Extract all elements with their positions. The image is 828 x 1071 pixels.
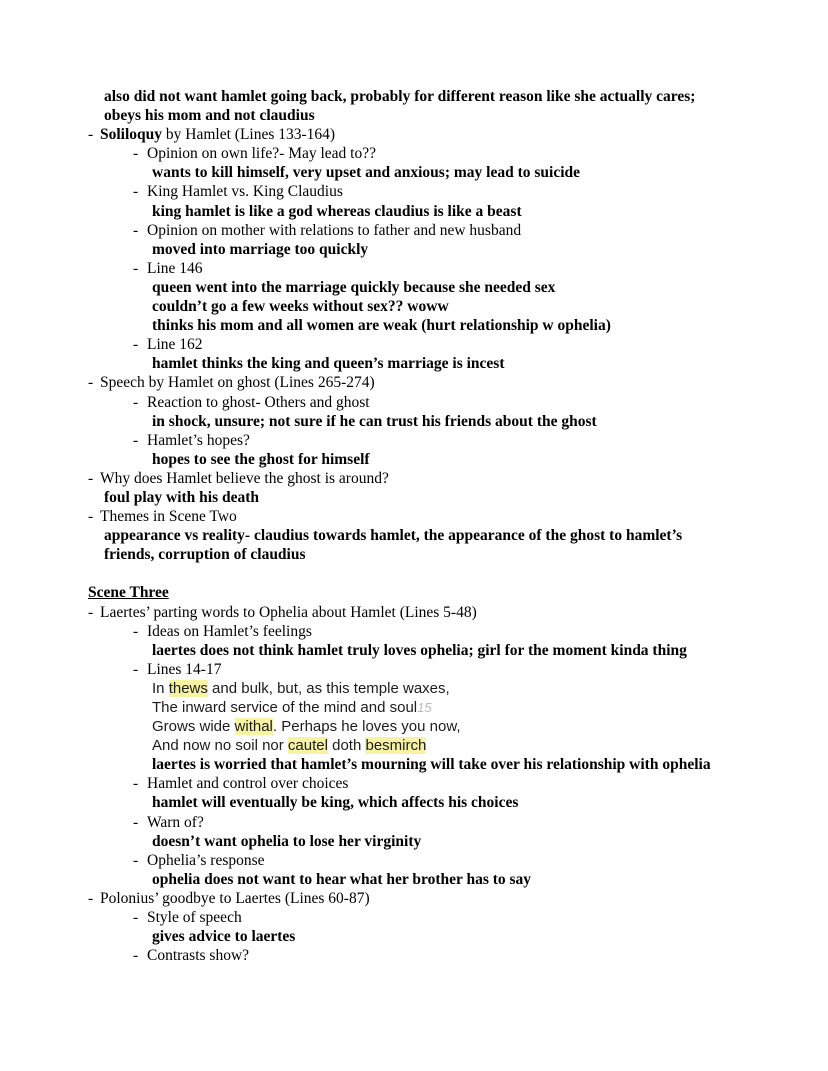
bullet-item [0,335,764,354]
bullet-dash: - [88,126,94,144]
line-content [147,335,203,354]
line-content [152,278,555,297]
text-run: Style of speech [147,909,242,927]
line-content [100,469,389,488]
answer-line [0,450,764,469]
text-run: and bulk, but, as this temple waxes, [207,679,450,697]
text-run: queen went into the marriage quickly because she needed sex [152,278,556,296]
line-content [152,297,449,316]
text-run: Speech by Hamlet on ghost (Lines 265-274) [100,374,375,392]
line-content [147,660,221,679]
text-run: Ideas on Hamlet’s feelings [147,622,312,640]
text-run: In [152,679,169,697]
line-content [152,736,426,755]
line-content [100,373,375,392]
bullet-item [0,125,764,144]
text-run: The inward service of the mind and soul [152,699,418,716]
text-run: Polonius’ goodbye to Laertes (Lines 60-87) [100,889,370,907]
text-run: Soliloquy [100,126,163,144]
highlighted-word: thews [168,679,208,697]
text-run: gives advice to laertes [152,928,296,946]
text-run: Warn of? [147,813,204,831]
text-run: thinks his mom and all women are weak (hurt relationship w ophelia) [152,317,611,335]
bullet-dash: - [133,660,139,678]
line-content [104,87,695,106]
text-run: king hamlet is like a god whereas claudius is like a beast [152,202,522,220]
bullet-dash: - [133,622,139,640]
text-run: And now no soil nor [152,737,288,755]
line-content [152,755,711,774]
text-run: moved into marriage too quickly [152,240,369,258]
bullet-item [0,144,764,163]
note-line [0,106,764,125]
bullet-dash: - [133,336,139,354]
text-run: ophelia does not want to hear what her brother has to say [152,870,532,888]
line-content [104,526,682,545]
line-content [147,813,204,832]
answer-line [0,927,764,946]
answer-line [0,354,764,373]
text-run: Themes in Scene Two [100,508,237,526]
line-content [100,603,477,622]
text-run: obeys his mom and not claudius [104,107,315,125]
text-run: foul play with his death [104,488,260,506]
quote-line [0,698,764,717]
bullet-dash: - [133,183,139,201]
text-run: King Hamlet vs. King Claudius [147,183,343,201]
line-content [147,622,312,641]
text-run: laertes does not think hamlet truly loves ophelia; girl for the moment kinda thing [152,641,687,659]
line-content [152,641,687,660]
bullet-item [0,603,764,622]
line-content [152,354,505,373]
answer-line [0,278,764,297]
text-run: hamlet will eventually be king, which affects his choices [152,794,519,812]
line-content [147,774,348,793]
answer-line [0,297,764,316]
bullet-item [0,660,764,679]
text-run: hamlet thinks the king and queen’s marriage is incest [152,355,505,373]
line-content [152,698,432,717]
line-content [100,125,335,144]
bullet-item [0,889,764,908]
bullet-dash: - [88,889,94,907]
bullet-dash: - [88,374,94,392]
line-content [152,163,580,182]
line-content [104,545,306,564]
text-run: Ophelia’s response [147,851,265,869]
note-line [0,87,764,106]
line-content [147,259,203,278]
highlighted-word: cautel [287,737,328,755]
text-run: Lines 14-17 [147,660,222,678]
line-content [152,870,531,889]
line-content [147,431,250,450]
text-run: Opinion on mother with relations to father and new husband [147,221,522,239]
text-run: in shock, unsure; not sure if he can trust his friends about the ghost [152,412,597,430]
bullet-dash: - [133,813,139,831]
text-run: Line 162 [147,336,203,354]
quote-line [0,679,764,698]
answer-line [0,412,764,431]
bullet-dash: - [133,851,139,869]
text-run: Laertes’ parting words to Ophelia about Hamlet (Lines 5-48) [100,603,477,621]
answer-line [0,870,764,889]
text-run: wants to kill himself, very upset and anxious; may lead to suicide [152,164,581,182]
bullet-dash: - [133,259,139,277]
line-content [152,316,611,335]
bullet-item [0,946,764,965]
quote-line [0,736,764,755]
text-run: Grows wide [152,718,235,736]
bullet-dash: - [133,221,139,239]
bullet-item [0,182,764,201]
line-content [147,393,370,412]
bullet-item [0,431,764,450]
text-run: Hamlet’s hopes? [147,431,250,449]
line-content [147,946,249,965]
text-run: Reaction to ghost- Others and ghost [147,393,370,411]
answer-line [0,545,764,564]
blank-line [0,564,764,583]
quote-line [0,717,764,736]
answer-line [0,641,764,660]
text-run: couldn’t go a few weeks without sex?? woww [152,298,449,316]
text-run: laertes is worried that hamlet’s mourning will take over his relationship with ophelia [152,756,711,774]
line-number: 15 [417,700,432,715]
bullet-dash: - [133,947,139,965]
bullet-dash: - [133,431,139,449]
answer-line [0,163,764,182]
answer-line [0,240,764,259]
text-run: doesn’t want ophelia to lose her virginity [152,832,422,850]
highlighted-word: withal [234,718,273,736]
line-content [147,182,343,201]
line-content [104,488,259,507]
answer-line [0,793,764,812]
bullet-item [0,507,764,526]
text-run: Scene Three [88,584,169,602]
line-content [152,717,461,736]
bullet-item [0,373,764,392]
bullet-item [0,908,764,927]
line-content [152,832,421,851]
line-content [152,412,597,431]
bullet-item [0,259,764,278]
bullet-dash: - [88,508,94,526]
answer-line [0,316,764,335]
line-content [104,106,315,125]
answer-line [0,202,764,221]
answer-line [0,526,764,545]
text-run: friends, corruption of claudius [104,546,306,564]
line-content [152,240,368,259]
line-content [147,144,376,163]
bullet-item [0,393,764,412]
line-content [88,583,169,602]
bullet-item [0,774,764,793]
line-content [147,908,242,927]
text-run: by Hamlet (Lines 133-164) [162,126,336,144]
bullet-dash: - [133,775,139,793]
bullet-item [0,221,764,240]
text-run: hopes to see the ghost for himself [152,450,370,468]
text-run: Opinion on own life?- May lead to?? [147,145,376,163]
text-run: Line 146 [147,259,203,277]
bullet-item [0,813,764,832]
line-content [152,793,518,812]
bullet-dash: - [88,603,94,621]
bullet-item [0,622,764,641]
bullet-dash: - [133,909,139,927]
line-content [147,851,265,870]
bullet-dash: - [133,145,139,163]
text-run: doth [327,737,366,755]
line-content [147,221,521,240]
bullet-item [0,851,764,870]
text-run: . Perhaps he loves you now, [272,718,461,736]
highlighted-word: besmirch [365,737,427,755]
line-content [100,507,237,526]
text-run: Why does Hamlet believe the ghost is around? [100,469,389,487]
bullet-dash: - [88,469,94,487]
answer-line [0,488,764,507]
text-run: Hamlet and control over choices [147,775,349,793]
answer-line [0,755,764,774]
bullet-item [0,469,764,488]
bullet-dash: - [133,393,139,411]
text-run: appearance vs reality- claudius towards hamlet, the appearance of the ghost to hamlet’s [104,527,683,545]
text-run: also did not want hamlet going back, probably for different reason like she actually cares; [104,88,696,105]
line-content [152,202,522,221]
section-heading [0,583,764,602]
line-content [152,927,295,946]
line-content [100,889,370,908]
text-run: Contrasts show? [147,947,250,965]
line-content [152,679,450,698]
answer-line [0,832,764,851]
line-content [152,450,370,469]
